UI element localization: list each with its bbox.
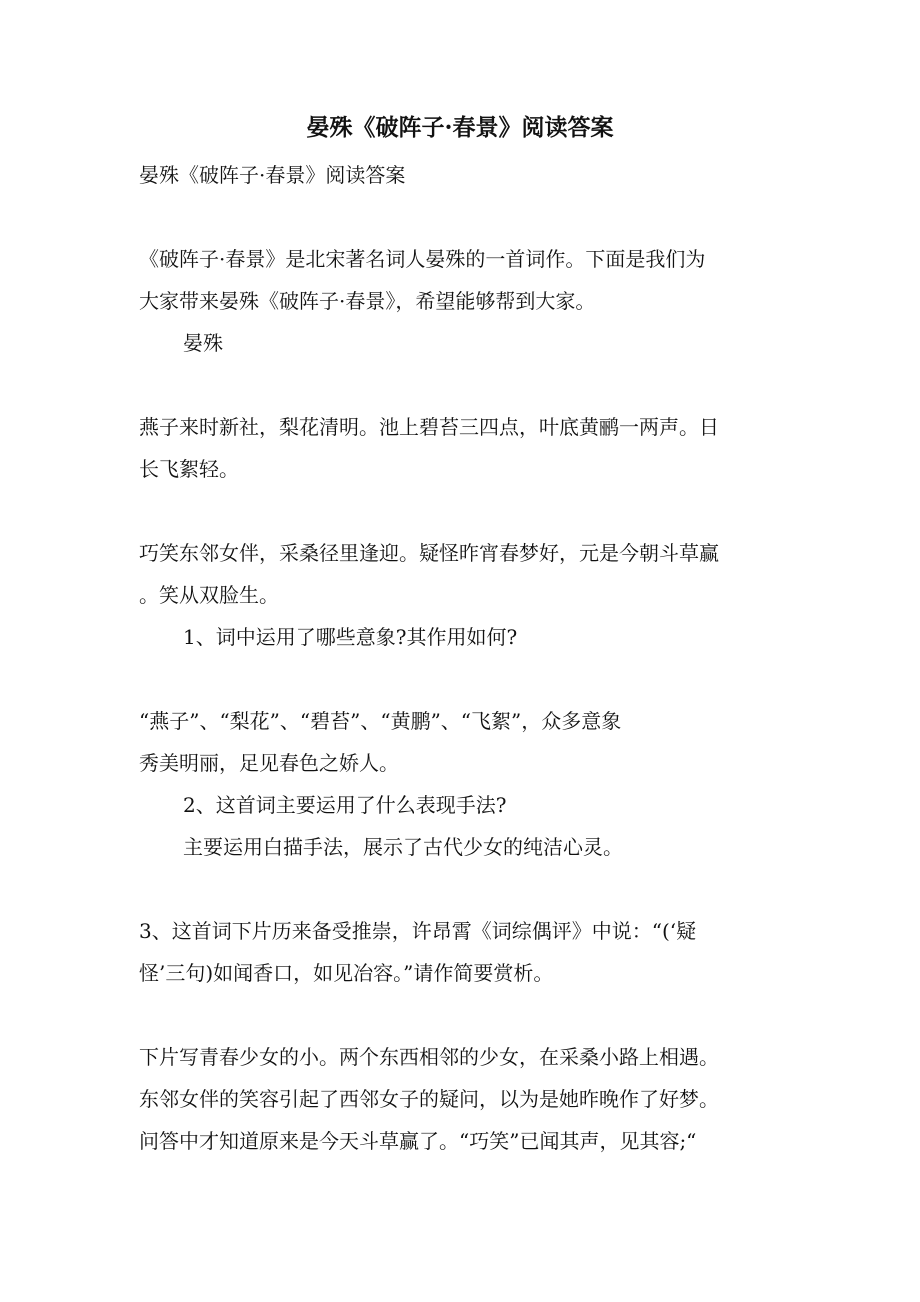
stanza2-line-1: 巧笑东邻女伴，采桑径里逢迎。疑怪昨宵春梦好，元是今朝斗草赢 [139,541,719,565]
intro-paragraph [139,238,779,322]
subtitle-line: 晏殊《破阵子·春景》阅读答案 [139,163,406,187]
answer-1 [139,700,779,784]
author-line [183,322,779,364]
question2-text: 2、这首词主要运用了什么表现手法? [183,793,507,817]
question-2 [183,784,779,826]
question-3 [139,910,779,994]
answer1-line-1: “燕子”、“梨花”、“碧苔”、“黄鹏”、“飞絮”，众多意象 [139,709,622,733]
intro-line-1: 《破阵子·春景》是北宋著名词人晏殊的一首词作。下面是我们为 [139,247,706,271]
question3-line-2: 怪’三句)如闻香口，如见冶容。”请作简要赏析。 [139,961,554,985]
poem-stanza-1 [139,406,779,490]
answer3-line-3: 问答中才知道原来是今天斗草赢了。“巧笑”已闻其声，见其容;“ [139,1129,697,1153]
stanza1-line-2: 长飞絮轻。 [139,457,239,481]
answer3-line-1: 下片写青春少女的小。两个东西相邻的少女，在采桑小路上相遇。 [139,1045,719,1069]
question3-line-1: 3、这首词下片历来备受推崇，许昂霄《词综偶评》中说：“(‘疑 [139,919,697,943]
document-title: 晏殊《破阵子·春景》阅读答案 [306,114,614,141]
document-subtitle [139,154,779,196]
author-name: 晏殊 [183,331,223,355]
question1-text: 1、词中运用了哪些意象?其作用如何? [183,625,518,649]
answer-2 [183,826,779,868]
answer-3 [139,1036,779,1162]
answer3-line-2: 东邻女伴的笑容引起了西邻女子的疑问，以为是她昨晚作了好梦。 [139,1087,719,1111]
stanza1-line-1: 燕子来时新社，梨花清明。池上碧苔三四点，叶底黄鹂一两声。日 [139,415,719,439]
intro-line-2: 大家带来晏殊《破阵子·春景》，希望能够帮到大家。 [139,289,596,313]
poem-stanza-2 [139,532,779,616]
question-1 [183,616,779,658]
answer1-line-2: 秀美明丽，足见春色之娇人。 [139,751,399,775]
stanza2-line-2: 。笑从双脸生。 [139,583,279,607]
answer2-text: 主要运用白描手法，展示了古代少女的纯洁心灵。 [183,835,623,859]
